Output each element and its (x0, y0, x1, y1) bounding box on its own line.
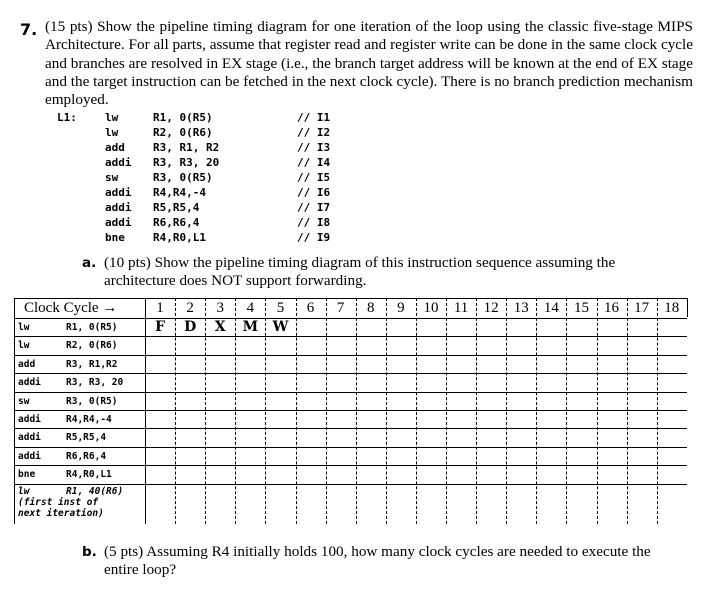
row-opcode: lw (18, 322, 30, 333)
row-operands: R5,R5,4 (66, 432, 107, 444)
part-a-text-line1: (10 pts) Show the pipeline timing diagram of this instruction sequence assuming the (104, 254, 616, 271)
table-header-row (14, 298, 687, 319)
row-operands: R6,R6,4 (66, 450, 107, 462)
row-opcode: addi (18, 377, 41, 389)
code-opcode: bne (105, 231, 125, 244)
code-operands: R5,R5,4 (153, 201, 200, 214)
row-opcode: add (18, 358, 36, 370)
code-comment: // I1 (297, 111, 331, 124)
row-opcode: lw (18, 485, 30, 497)
row-opcode: addi (18, 414, 41, 425)
code-operands: R3, R3, 20 (153, 156, 220, 169)
table-row (14, 392, 687, 411)
code-comment: // I4 (297, 156, 331, 169)
cycle-number: 8 (366, 300, 375, 316)
row-opcode: bne (18, 469, 36, 481)
cycle-number: 4 (246, 300, 255, 316)
cycle-number: 14 (543, 300, 559, 316)
cycle-number: 1 (156, 300, 164, 316)
code-opcode: sw (105, 171, 119, 184)
cycle-number: 15 (573, 300, 589, 316)
row-opcode: sw (18, 395, 30, 407)
table-row (14, 410, 687, 429)
code-comment: // I5 (297, 171, 331, 184)
pipeline-stage: M (242, 319, 259, 335)
part-b-text-line2: entire loop? (104, 561, 177, 579)
code-operands: R4,R4,-4 (153, 186, 206, 199)
row-operands: R4,R0,L1 (66, 469, 112, 481)
clock-cycle-label: Clock Cycle → (24, 300, 118, 316)
table-row (14, 428, 687, 447)
code-comment: // I9 (297, 231, 331, 244)
code-opcode: addi (105, 156, 132, 169)
code-label: L1: (57, 111, 77, 124)
code-operands: R1, 0(R5) (153, 111, 213, 124)
cycle-number: 13 (513, 300, 529, 316)
column-divider (687, 298, 688, 317)
cycle-number: 16 (604, 300, 620, 316)
code-operands: R2, 0(R6) (153, 126, 213, 139)
cycle-number: 6 (306, 300, 315, 316)
cycle-number: 18 (664, 300, 680, 316)
code-opcode: lw (105, 126, 119, 139)
row-opcode: lw (18, 340, 30, 352)
cycle-number: 11 (453, 300, 469, 316)
cycle-number: 9 (397, 300, 405, 316)
code-operands: R3, R1, R2 (153, 141, 220, 154)
cycle-number: 3 (216, 300, 224, 316)
row-note: next iteration) (18, 507, 104, 519)
code-opcode: addi (105, 201, 132, 214)
pipeline-stage: D (184, 319, 197, 335)
cycle-number: 2 (186, 300, 194, 316)
part-b-text-line1: (5 pts) Assuming R4 initially holds 100, how many clock cycles are needed to execute the (104, 543, 651, 560)
code-opcode: lw (105, 111, 119, 124)
code-opcode: addi (105, 186, 132, 199)
code-opcode: add (105, 141, 125, 154)
code-comment: // I3 (297, 141, 331, 154)
table-row (14, 373, 687, 392)
part-a-text-line2: architecture does NOT support forwarding. (104, 272, 367, 290)
row-opcode: addi (18, 432, 41, 444)
table-row (14, 465, 687, 484)
pipeline-stage: F (155, 319, 166, 335)
code-operands: R3, 0(R5) (153, 171, 213, 184)
code-comment: // I6 (297, 186, 331, 199)
code-opcode: addi (105, 216, 132, 229)
cycle-number: 7 (336, 300, 345, 316)
cycle-number: 17 (634, 300, 650, 316)
row-operands: R2, 0(R6) (66, 340, 118, 352)
row-operands: R4,R4,-4 (66, 414, 112, 425)
part-a (82, 254, 692, 291)
cycle-number: 10 (423, 300, 439, 316)
part-b-marker: b. (82, 544, 97, 560)
code-operands: R6,R6,4 (153, 216, 200, 229)
table-row (14, 318, 687, 337)
cycle-number: 5 (276, 300, 285, 316)
row-note: (first inst of (18, 496, 99, 508)
code-comment: // I8 (297, 216, 331, 229)
code-operands: R4,R0,L1 (153, 231, 206, 244)
part-b (82, 543, 692, 580)
part-a-marker: a. (82, 255, 97, 271)
pipeline-stage: X (214, 319, 226, 335)
table-row-next-iteration (14, 484, 687, 524)
table-row (14, 355, 687, 374)
question-number: 7. (20, 20, 38, 39)
cycle-number: 12 (483, 300, 499, 316)
table-row (14, 336, 687, 355)
row-operands: R1, 0(R5) (66, 322, 118, 333)
row-operands: R3, 0(R5) (66, 395, 118, 407)
row-operands: R1, 40(R6) (66, 485, 124, 497)
code-comment: // I2 (297, 126, 331, 139)
row-opcode: addi (18, 450, 41, 462)
pipeline-stage: W (272, 319, 289, 335)
question-text: (15 pts) Show the pipeline timing diagram for one iteration of the loop using the classic five-stage MIPS Architecture. For all parts, assume that register read and register write can be done in the same clock cycle and branches are resolved in EX stage (i.e., the branch target address will be known at the end of EX stage and the target instruction can be fetched in the next clock cycle). There is no branch prediction mechanism employed. (45, 18, 693, 109)
table-row (14, 447, 687, 466)
code-comment: // I7 (297, 201, 331, 214)
pipeline-timing-table (14, 298, 687, 528)
row-operands: R3, R3, 20 (66, 377, 124, 389)
row-operands: R3, R1,R2 (66, 358, 118, 370)
